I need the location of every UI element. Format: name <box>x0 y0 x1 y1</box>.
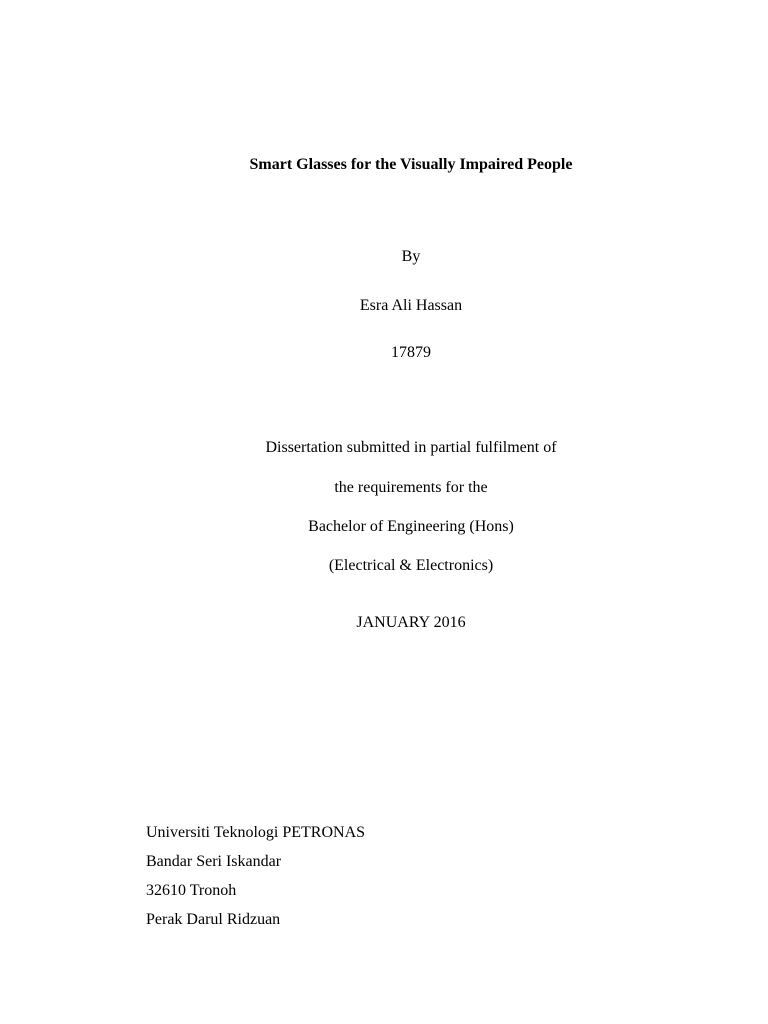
submission-date: JANUARY 2016 <box>356 614 466 631</box>
by-label: By <box>401 248 421 265</box>
submission-line-1: Dissertation submitted in partial fulfilment of <box>265 439 557 456</box>
degree-program: (Electrical & Electronics) <box>328 557 494 574</box>
dissertation-title: Smart Glasses for the Visually Impaired People <box>249 156 573 173</box>
address-line-town: Bandar Seri Iskandar <box>146 853 282 870</box>
submission-line-2: the requirements for the <box>334 479 488 496</box>
degree-name: Bachelor of Engineering (Hons) <box>308 518 514 535</box>
student-id: 17879 <box>391 344 431 361</box>
author-name: Esra Ali Hassan <box>359 297 463 314</box>
university-address <box>146 818 365 934</box>
address-line-state: Perak Darul Ridzuan <box>146 911 281 928</box>
address-line-university: Universiti Teknologi PETRONAS <box>146 824 366 841</box>
address-line-postcode: 32610 Tronoh <box>146 882 237 899</box>
